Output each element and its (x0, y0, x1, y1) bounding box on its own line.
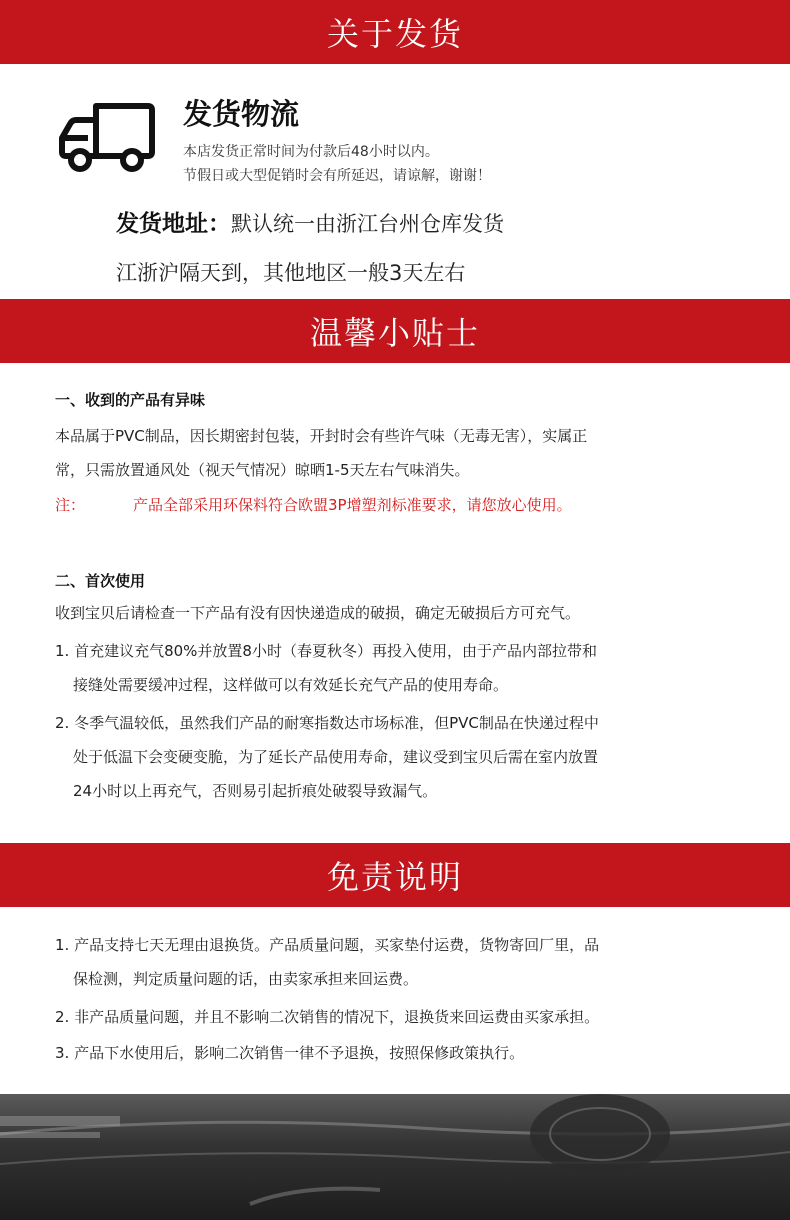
section-odor-line: 本品属于PVC制品，因长期密封包装，开封时会有些许气味（无毒无害），实属正 (55, 427, 588, 445)
list-item-line: 1. 产品支持七天无理由退换货。产品质量问题，买家垫付运费，货物寄回厂里，品 (55, 936, 600, 954)
banner-disclaimer (0, 843, 790, 907)
eco-note (55, 494, 572, 515)
shipping-address-value: 默认统一由浙江台州仓库发货 (231, 212, 504, 236)
list-item-line: 保检测，判定质量问题的话，由卖家承担来回运费。 (73, 970, 419, 988)
shipping-address (116, 205, 504, 238)
banner-tips (0, 299, 790, 363)
section-odor-line: 常，只需放置通风处（视天气情况）晾晒1-5天左右气味消失。 (55, 461, 470, 479)
list-item (55, 1000, 735, 1034)
section-odor-heading: 一、收到的产品有异味 (55, 391, 206, 409)
list-item-line: 处于低温下会变硬变脆，为了延长产品使用寿命，建议受到宝贝后需在室内放置 (73, 748, 599, 766)
list-item-line: 接缝处需要缓冲过程，这样做可以有效延长充气产品的使用寿命。 (73, 676, 509, 694)
eco-note-text: 产品全部采用环保料符合欧盟3P增塑剂标准要求，请您放心使用。 (133, 496, 572, 514)
truck-icon (58, 98, 158, 178)
shipping-address-label: 发货地址： (116, 211, 231, 237)
list-item (55, 928, 735, 996)
banner-disclaimer-title: 免责说明 (326, 858, 463, 896)
banner-tips-title: 温馨小贴士 (309, 314, 480, 352)
delivery-time-text: 江浙沪隔天到，其他地区一般3天左右 (116, 261, 466, 285)
section-first-use-heading: 二、首次使用 (55, 572, 146, 590)
shipping-time-text: 本店发货正常时间为付款后48小时以内。 (183, 144, 439, 160)
banner-shipping-title: 关于发货 (326, 15, 463, 53)
shipping-delay-text: 节假日或大型促销时会有所延迟，请谅解，谢谢！ (183, 168, 491, 184)
list-item-line: 2. 非产品质量问题，并且不影响二次销售的情况下，退换货来回运费由买家承担。 (55, 1008, 600, 1026)
list-item (55, 706, 735, 808)
section-odor-text (55, 419, 735, 487)
list-item (55, 634, 735, 702)
footer-product-photo (0, 1094, 790, 1220)
banner-shipping (0, 0, 790, 64)
list-item-line: 3. 产品下水使用后，影响二次销售一律不予退换，按照保修政策执行。 (55, 1044, 525, 1062)
footer-photo-graphic (0, 1094, 790, 1220)
section-first-use-intro: 收到宝贝后请检查一下产品有没有因快递造成的破损，确定无破损后方可充气。 (55, 604, 581, 622)
list-item-line: 2. 冬季气温较低，虽然我们产品的耐寒指数达市场标准，但PVC制品在快递过程中 (55, 714, 599, 732)
list-item-line: 24小时以上再充气，否则易引起折痕处破裂导致漏气。 (73, 782, 438, 800)
eco-note-label: 注： (55, 496, 86, 514)
shipping-title: 发货物流 (183, 97, 300, 131)
list-item-line: 1. 首充建议充气80%并放置8小时（春夏秋冬）再投入使用，由于产品内部拉带和 (55, 642, 597, 660)
list-item (55, 1036, 735, 1070)
